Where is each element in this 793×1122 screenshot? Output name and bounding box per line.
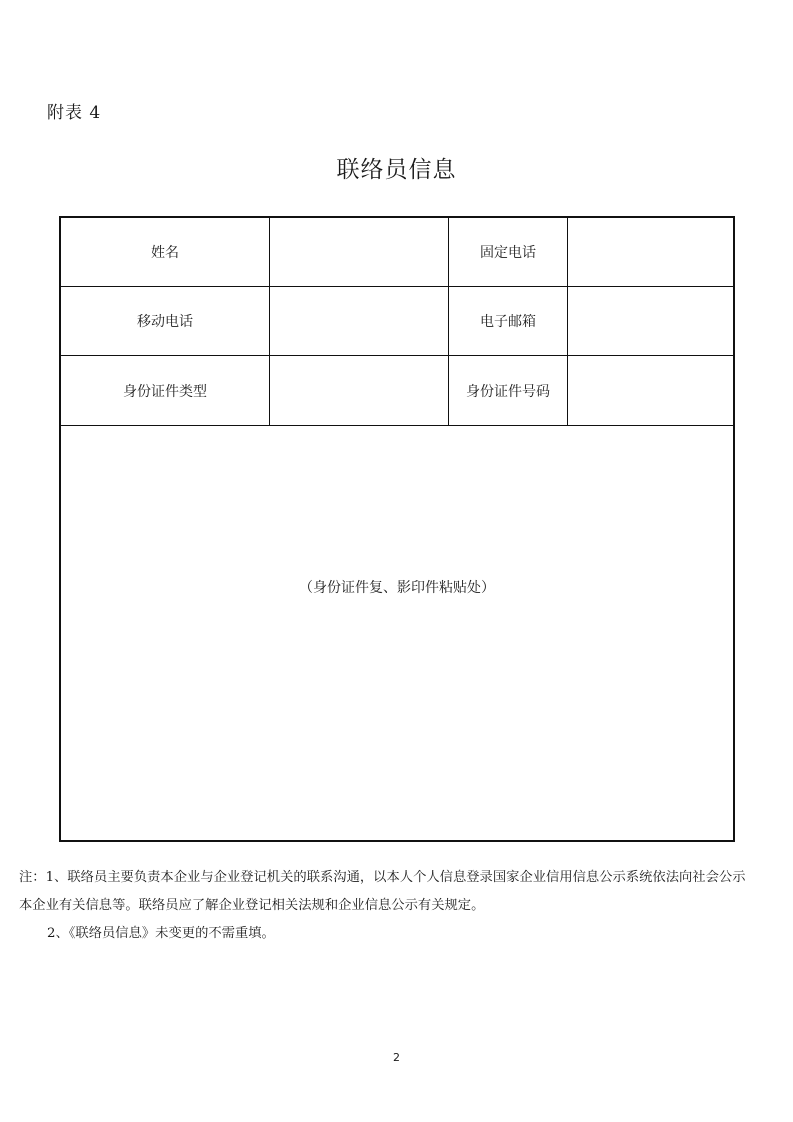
note-line-2: 本企业有关信息等。联络员应了解企业登记相关法规和企业信息公示有关规定。: [19, 898, 485, 913]
id-number-label: 身份证件号码: [448, 356, 567, 425]
name-field[interactable]: [269, 218, 448, 286]
contact-info-table: [59, 216, 735, 842]
email-field[interactable]: [567, 287, 733, 355]
table-row: [61, 356, 733, 426]
note-line-3: 2、《联络员信息》未变更的不需重填。: [47, 926, 275, 941]
page-number: 2: [393, 1051, 400, 1064]
id-copy-placeholder: （身份证件复、影印件粘贴处）: [299, 580, 495, 596]
id-type-field[interactable]: [269, 356, 448, 425]
note-line-1: 注：1、联络员主要负责本企业与企业登记机关的联系沟通，以本人个人信息登录国家企业信用信息公示系统依法向社会公示: [19, 870, 746, 885]
table-row: [61, 218, 733, 287]
id-number-field[interactable]: [567, 356, 733, 425]
landline-label: 固定电话: [448, 218, 567, 286]
page-title: 联络员信息: [336, 157, 457, 183]
mobile-field[interactable]: [269, 287, 448, 355]
table-row: [61, 287, 733, 356]
mobile-label: 移动电话: [137, 314, 193, 330]
name-label: 姓名: [151, 245, 179, 261]
id-type-label: 身份证件类型: [123, 383, 207, 400]
landline-field[interactable]: [567, 218, 733, 286]
id-copy-paste-area: [61, 426, 733, 840]
notes: [19, 864, 789, 948]
appendix-label: 附表 4: [47, 103, 102, 123]
email-label: 电子邮箱: [448, 287, 567, 355]
